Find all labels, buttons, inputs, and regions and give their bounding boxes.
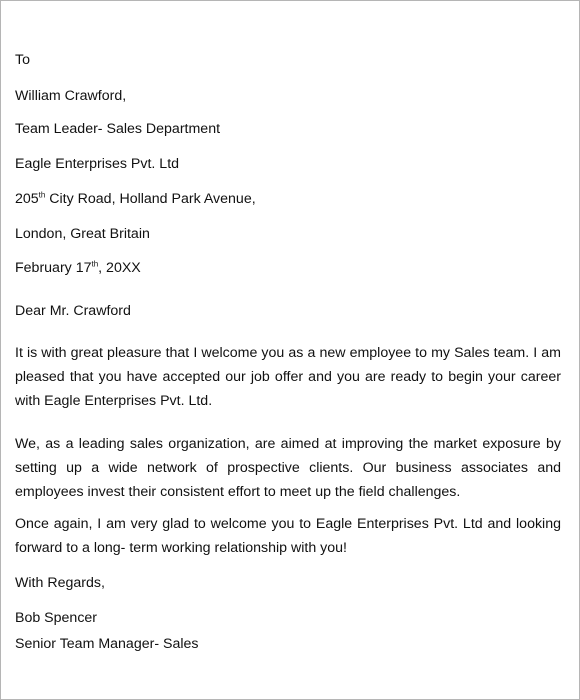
sender-title: Senior Team Manager- Sales	[15, 636, 199, 652]
recipient-title: Team Leader- Sales Department	[15, 121, 221, 137]
closing: With Regards,	[15, 575, 105, 591]
date-month-day: February 17	[15, 260, 92, 276]
paragraph-line: It is with great pleasure that I welcome you as a new employee to my Sales team. I am	[15, 345, 561, 361]
paragraph-line: We, as a leading sales organization, are aimed at improving the market exposure by	[15, 436, 561, 452]
date-ordinal: th	[91, 259, 99, 269]
recipient-name: William Crawford,	[15, 88, 127, 104]
paragraph-line: forward to a long- term working relationship with you!	[15, 540, 347, 556]
paragraph-closing-remarks	[15, 512, 561, 560]
paragraph-welcome	[15, 341, 561, 413]
date-year: , 20XX	[98, 260, 141, 276]
recipient-city: London, Great Britain	[15, 226, 150, 242]
paragraph-line: with Eagle Enterprises Pvt. Ltd.	[15, 393, 213, 409]
paragraph-line: pleased that you have accepted our job offer and you are ready to begin your career	[15, 369, 561, 385]
recipient-address	[15, 190, 256, 208]
address-street: City Road, Holland Park Avenue,	[45, 191, 256, 207]
paragraph-line: Once again, I am very glad to welcome you to Eagle Enterprises Pvt. Ltd and looking	[15, 516, 561, 532]
sender-name: Bob Spencer	[15, 610, 98, 626]
letter-date	[15, 259, 141, 277]
paragraph-organization	[15, 432, 561, 504]
address-ordinal: th	[38, 190, 46, 200]
to-label: To	[15, 52, 30, 68]
paragraph-line: employees invest their consistent effort to meet up the field challenges.	[15, 484, 461, 500]
paragraph-line: setting up a wide network of prospective clients. Our business associates and	[15, 460, 561, 476]
address-number: 205	[15, 191, 39, 207]
recipient-company: Eagle Enterprises Pvt. Ltd	[15, 156, 180, 172]
greeting: Dear Mr. Crawford	[15, 303, 131, 319]
